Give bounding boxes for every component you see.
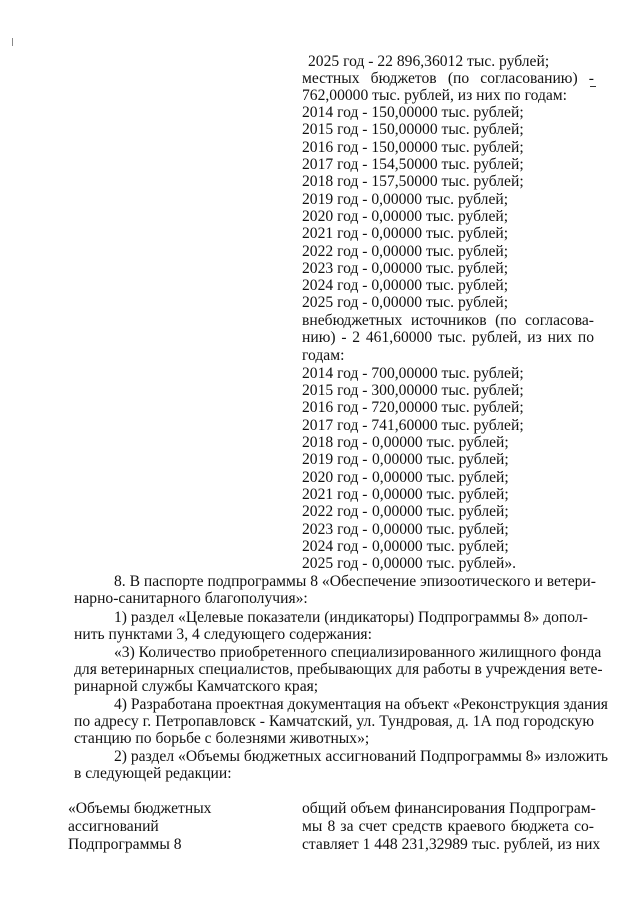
extrabudget-year-line: 2017 год - 741,60000 тыс. рублей;: [302, 417, 524, 434]
item-1-line: 1) раздел «Целевые показатели (индикаторы) Подпрограммы 8» допол-: [114, 609, 588, 626]
local-year-line: 2022 год - 0,00000 тыс. рублей;: [302, 243, 509, 260]
extrabudget-total: нию) - 2 461,60000 тыс. рублей, из них по: [302, 329, 594, 346]
item-3-line: для ветеринарных специалистов, пребывающих для работы в учреждения вете-: [74, 661, 603, 678]
local-year-line: 2016 год - 150,00000 тыс. рублей;: [302, 139, 524, 156]
local-year-line: 2015 год - 150,00000 тыс. рублей;: [302, 121, 524, 138]
item-4-line: 4) Разработана проектная документация на объект «Реконструкция здания: [114, 696, 608, 713]
item-2-line: в следующей редакции:: [74, 765, 232, 782]
local-budget-heading: местных бюджетов (по согласованию) -: [302, 70, 594, 87]
local-year-line: 2025 год - 0,00000 тыс. рублей;: [302, 294, 509, 311]
paragraph-8-line: 8. В паспорте подпрограммы 8 «Обеспечение эпизоотического и ветери-: [114, 573, 596, 590]
paragraph-8-line: нарно-санитарного благополучия»:: [74, 590, 308, 607]
local-year-line: 2017 год - 154,50000 тыс. рублей;: [302, 156, 524, 173]
extrabudget-heading: внебюджетных источников (по согласова-: [302, 312, 594, 329]
item-3-line: ринарной службы Камчатского края;: [74, 678, 319, 695]
table-right-line: мы 8 за счет средств краевого бюджета со-: [302, 818, 594, 835]
extrabudget-year-line: 2022 год - 0,00000 тыс. рублей;: [302, 503, 509, 520]
extrabudget-year-line: 2014 год - 700,00000 тыс. рублей;: [302, 365, 524, 382]
local-year-line: 2024 год - 0,00000 тыс. рублей;: [302, 277, 509, 294]
local-year-line: 2019 год - 0,00000 тыс. рублей;: [302, 191, 509, 208]
extrabudget-year-line: 2020 год - 0,00000 тыс. рублей;: [302, 469, 509, 486]
item-1-line: нить пунктами 3, 4 следующего содержания:: [74, 626, 372, 643]
table-left-line: «Объемы бюджетных: [68, 800, 212, 817]
table-left-line: Подпрограммы 8: [68, 836, 182, 853]
extrabudget-year-line: 2019 год - 0,00000 тыс. рублей;: [302, 451, 509, 468]
funding-2025-line: 2025 год - 22 896,36012 тыс. рублей;: [308, 53, 550, 70]
extrabudget-year-line: 2016 год - 720,00000 тыс. рублей;: [302, 399, 524, 416]
local-year-line: 2018 год - 157,50000 тыс. рублей;: [302, 173, 524, 190]
extrabudget-year-line: 2024 год - 0,00000 тыс. рублей;: [302, 538, 509, 555]
local-budget-total: 762,00000 тыс. рублей, из них по годам:: [302, 87, 567, 104]
table-right-line: общий объем финансирования Подпрограм-: [302, 800, 596, 817]
table-left-line: ассигнований: [68, 818, 159, 835]
local-year-line: 2023 год - 0,00000 тыс. рублей;: [302, 260, 509, 277]
local-year-line: 2021 год - 0,00000 тыс. рублей;: [302, 225, 509, 242]
local-year-line: 2014 год - 150,00000 тыс. рублей;: [302, 104, 524, 121]
item-4-line: станцию по борьбе с болезнями животных»;: [74, 730, 370, 747]
item-2-line: 2) раздел «Объемы бюджетных ассигнований Подпрограммы 8» изложить: [114, 748, 608, 765]
extrabudget-year-line: 2023 год - 0,00000 тыс. рублей;: [302, 521, 509, 538]
item-4-line: по адресу г. Петропавловск - Камчатский, ул. Тундровая, д. 1А под городскую: [74, 713, 594, 730]
extrabudget-year-line: 2018 год - 0,00000 тыс. рублей;: [302, 434, 509, 451]
margin-mark: [12, 38, 13, 46]
extrabudget-years-label: годам:: [302, 347, 345, 364]
local-year-line: 2020 год - 0,00000 тыс. рублей;: [302, 208, 509, 225]
extrabudget-year-line: 2025 год - 0,00000 тыс. рублей».: [302, 555, 517, 572]
extrabudget-year-line: 2021 год - 0,00000 тыс. рублей;: [302, 486, 509, 503]
table-right-line: ставляет 1 448 231,32989 тыс. рублей, из них: [302, 836, 601, 853]
extrabudget-year-line: 2015 год - 300,00000 тыс. рублей;: [302, 382, 524, 399]
item-3-line: «3) Количество приобретенного специализированного жилищного фонда: [114, 644, 602, 661]
